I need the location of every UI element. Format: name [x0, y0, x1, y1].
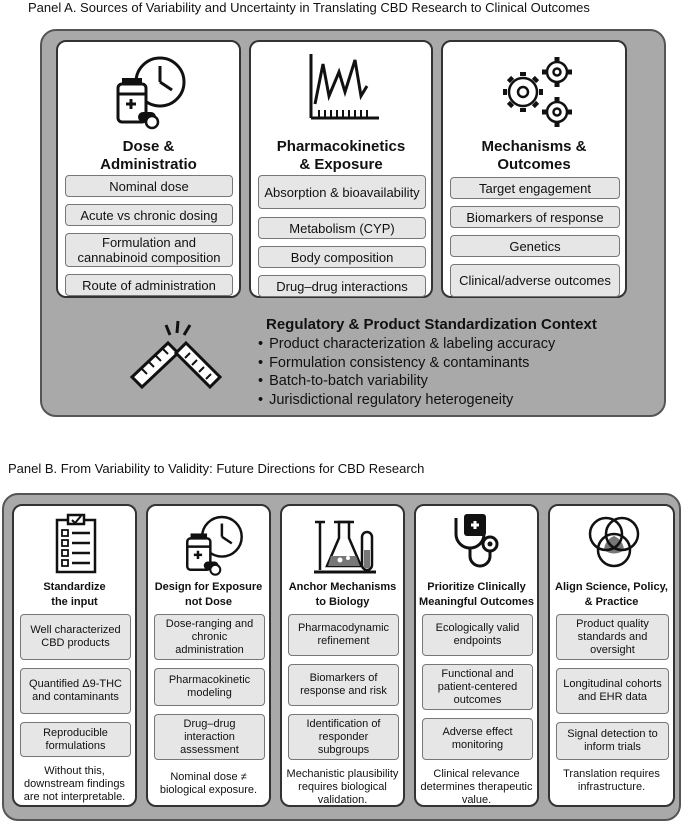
card-title-line1: Prioritize Clinically [427, 581, 526, 593]
pk-curve-chart-icon [305, 52, 381, 128]
item-dose-ranging: Dose-ranging and chronic administration [154, 614, 265, 660]
item-biomarkers-risk: Biomarkers of response and risk [288, 664, 399, 706]
regulatory-item: • Jurisdictional regulatory heterogeneity [258, 391, 555, 410]
item-pk-modeling: Pharmacokinetic modeling [154, 668, 265, 706]
regulatory-item: • Product characterization & labeling accuracy [258, 335, 555, 354]
card-title-line2: Outcomes [497, 156, 571, 173]
card-title-line2: Meaningful Outcomes [419, 596, 534, 608]
item-characterized-products: Well characterized CBD products [20, 614, 131, 660]
item-signal-detection: Signal detection to inform trials [556, 722, 669, 760]
card-title-line1: Align Science, Policy, [555, 581, 668, 593]
item-genetics: Genetics [450, 235, 620, 257]
pill-bottle-clock-icon [108, 52, 188, 132]
checklist-icon [54, 512, 98, 574]
card-title-line2: not Dose [184, 596, 233, 608]
mechanisms-biology-card [280, 504, 405, 807]
standardize-input-card [12, 504, 137, 807]
item-pd-refinement: Pharmacodynamic refinement [288, 614, 399, 656]
regulatory-list [258, 335, 555, 409]
item-adverse-monitoring: Adverse effect monitoring [422, 718, 533, 760]
card-title-line1: Design for Exposure [154, 581, 263, 593]
item-formulation: Formulation and cannabinoid composition [65, 233, 233, 267]
card-title-line2: Administratio [100, 156, 197, 173]
exposure-design-card [146, 504, 271, 807]
panel-b-title: Panel B. From Variability to Validity: Future Directions for CBD Research [8, 461, 425, 476]
item-responder-subgroups: Identification of responder subgroups [288, 714, 399, 760]
pill-bottle-clock-icon [178, 512, 246, 578]
card-title-line1: Anchor Mechanisms [288, 581, 397, 593]
card-title-line2: the input [51, 596, 98, 608]
item-patient-centered: Functional and patient-centered outcomes [422, 664, 533, 710]
item-metabolism: Metabolism (CYP) [258, 217, 426, 239]
regulatory-item: • Formulation consistency & contaminants [258, 354, 555, 373]
item-nominal-dose: Nominal dose [65, 175, 233, 197]
card-title-line1: Mechanisms & [481, 138, 587, 155]
item-quality-standards: Product quality standards and oversight [556, 614, 669, 660]
panel-a [40, 29, 666, 417]
regulatory-title: Regulatory & Product Standardization Context [266, 316, 597, 333]
item-clinical-outcomes: Clinical/adverse outcomes [450, 264, 620, 297]
card-title-line2: & Practice [584, 596, 639, 608]
item-reproducible-formulations: Reproducible formulations [20, 722, 131, 757]
card-footnote: Nominal dose ≠ biological exposure. [159, 771, 258, 796]
card-title-line2: to Biology [315, 596, 370, 608]
lab-flasks-icon [312, 514, 378, 576]
item-acute-chronic-dosing: Acute vs chronic dosing [65, 204, 233, 226]
card-footnote: Without this, downstream findings are not interpretable. [23, 765, 126, 803]
venn-diagram-icon [584, 512, 644, 572]
panel-a-title: Panel A. Sources of Variability and Uncertainty in Translating CBD Research to Clinical Outcomes [28, 0, 590, 15]
broken-ruler-icon [128, 319, 224, 395]
item-absorption: Absorption & bioavailability [258, 175, 426, 209]
align-science-card [548, 504, 675, 807]
card-title-line1: Dose & [122, 138, 175, 155]
item-route-administration: Route of administration [65, 274, 233, 296]
item-quantified-thc: Quantified Δ9-THC and contaminants [20, 668, 131, 714]
card-title-line1: Pharmacokinetics [276, 138, 406, 155]
item-target-engagement: Target engagement [450, 177, 620, 199]
item-valid-endpoints: Ecologically valid endpoints [422, 614, 533, 656]
gears-icon [499, 54, 575, 130]
clinical-outcomes-card [414, 504, 539, 807]
item-longitudinal-cohorts: Longitudinal cohorts and EHR data [556, 668, 669, 714]
card-footnote: Translation requires infrastructure. [563, 768, 660, 793]
panel-b [2, 493, 681, 821]
mechanisms-card [441, 40, 627, 298]
item-drug-interactions: Drug–drug interactions [258, 275, 426, 297]
item-body-composition: Body composition [258, 246, 426, 268]
item-interaction-assessment: Drug–drug interaction assessment [154, 714, 265, 760]
card-title-line1: Standardize [43, 581, 106, 593]
card-footnote: Mechanistic plausibility requires biological validation. [286, 768, 399, 806]
card-footnote: Clinical relevance determines therapeutic value. [420, 768, 533, 806]
pharmacokinetics-card [249, 40, 433, 298]
item-biomarkers: Biomarkers of response [450, 206, 620, 228]
dose-administration-card [56, 40, 241, 298]
stethoscope-icon [450, 512, 506, 572]
card-title-line2: & Exposure [299, 156, 383, 173]
regulatory-item: • Batch-to-batch variability [258, 372, 555, 391]
